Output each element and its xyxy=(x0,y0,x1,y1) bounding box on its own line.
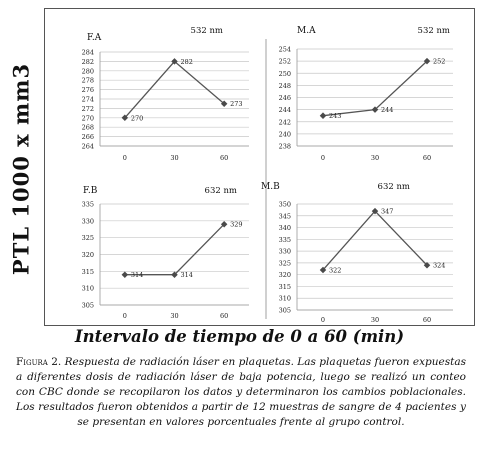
y-tick-label: 266 xyxy=(81,133,94,142)
chart-panel-4 xyxy=(261,182,453,324)
x-tick-label: 0 xyxy=(320,154,326,162)
data-label: 314 xyxy=(180,271,193,280)
y-tick-label: 240 xyxy=(278,130,291,139)
x-tick-label: 30 xyxy=(370,154,380,162)
y-tick-label: 325 xyxy=(278,259,291,268)
wavelength-label: 632 nm xyxy=(377,182,410,192)
x-tick-label: 0 xyxy=(320,316,326,324)
data-label: 244 xyxy=(381,106,394,115)
y-tick-label: 238 xyxy=(278,142,291,151)
data-point xyxy=(320,112,327,119)
x-tick-label: 0 xyxy=(122,154,127,162)
y-tick-label: 278 xyxy=(81,76,94,85)
figure-frame xyxy=(44,8,475,326)
y-tick-label: 284 xyxy=(81,48,94,57)
data-label: 282 xyxy=(180,57,193,66)
y-tick-label: 244 xyxy=(278,106,291,115)
x-tick-label: 30 xyxy=(170,154,179,162)
y-axis-title-text: PTL 1000 x mm3 xyxy=(8,62,34,276)
x-tick-label: 60 xyxy=(422,316,432,324)
x-tick-label: 60 xyxy=(220,312,229,320)
chart-title: M.A xyxy=(297,26,316,36)
data-label: 252 xyxy=(433,57,446,66)
data-label: 270 xyxy=(130,114,144,123)
x-axis-title: Intervalo de tiempo de 0 a 60 (min) xyxy=(74,327,405,346)
y-tick-label: 325 xyxy=(81,234,94,243)
y-axis-title xyxy=(0,8,42,330)
x-tick-label: 60 xyxy=(220,154,229,162)
y-tick-label: 315 xyxy=(81,267,94,276)
y-tick-label: 252 xyxy=(278,57,291,66)
charts-svg xyxy=(45,9,474,325)
y-tick-label: 315 xyxy=(278,282,291,291)
y-tick-label: 310 xyxy=(81,284,94,293)
data-label: 324 xyxy=(433,261,446,270)
y-tick-label: 320 xyxy=(81,251,94,259)
y-tick-label: 330 xyxy=(81,217,94,226)
y-tick-label: 254 xyxy=(278,45,291,54)
y-tick-label: 272 xyxy=(81,104,94,113)
wavelength-label: 532 nm xyxy=(417,26,450,36)
y-tick-label: 276 xyxy=(81,86,94,95)
chart-title: F.B xyxy=(83,186,98,196)
x-tick-label: 30 xyxy=(170,312,179,320)
y-tick-label: 270 xyxy=(81,114,94,123)
y-tick-label: 274 xyxy=(81,95,94,104)
y-tick-label: 335 xyxy=(278,235,291,244)
y-tick-label: 345 xyxy=(278,212,291,221)
y-tick-label: 268 xyxy=(81,123,94,132)
y-tick-label: 305 xyxy=(278,306,291,315)
caption-label: Figura 2. xyxy=(16,356,62,368)
x-tick-label: 60 xyxy=(422,154,432,162)
y-tick-label: 280 xyxy=(81,67,94,76)
chart-panel-3 xyxy=(82,186,249,320)
y-tick-label: 335 xyxy=(81,200,94,209)
y-tick-label: 282 xyxy=(81,57,94,66)
x-tick-label: 30 xyxy=(370,316,380,324)
y-tick-label: 320 xyxy=(278,271,291,280)
y-tick-label: 242 xyxy=(278,118,291,127)
data-label: 329 xyxy=(230,220,243,229)
y-tick-label: 310 xyxy=(278,294,291,303)
chart-panel-2 xyxy=(279,26,453,162)
y-tick-label: 305 xyxy=(81,301,94,310)
data-label: 322 xyxy=(329,266,342,275)
chart-title: M.B xyxy=(261,182,280,192)
y-tick-label: 250 xyxy=(278,69,291,78)
x-tick-label: 0 xyxy=(122,312,127,320)
y-tick-label: 330 xyxy=(278,247,291,256)
series-line xyxy=(125,224,224,275)
caption-text: Respuesta de radiación láser en plaquetas. Las plaquetas fueron expuestas a diferentes dosis de radiación láser de baja potencia, luego se realizó un conteo con CBC donde se recopilaron los datos y determinaron los cambios poblacionales. Los resultados fueron obtenidos a partir de 12 muestras de sangre de 4 pacientes y se presentan en valores porcentuales frente al grupo control. xyxy=(16,356,466,428)
y-tick-label: 248 xyxy=(278,81,291,90)
data-label: 314 xyxy=(130,271,144,280)
chart-title: F.A xyxy=(87,33,102,43)
data-point xyxy=(122,271,129,278)
chart-panel-1 xyxy=(82,26,249,162)
series-line xyxy=(323,211,427,270)
wavelength-label: 632 nm xyxy=(204,186,237,196)
y-tick-label: 264 xyxy=(81,142,94,151)
data-label: 273 xyxy=(230,100,243,109)
figure-caption xyxy=(16,355,466,430)
wavelength-label: 532 nm xyxy=(190,26,223,36)
y-tick-label: 246 xyxy=(278,94,291,102)
y-tick-label: 350 xyxy=(278,200,291,209)
data-label: 243 xyxy=(329,112,342,121)
y-tick-label: 340 xyxy=(278,224,291,233)
data-label: 347 xyxy=(381,207,394,216)
